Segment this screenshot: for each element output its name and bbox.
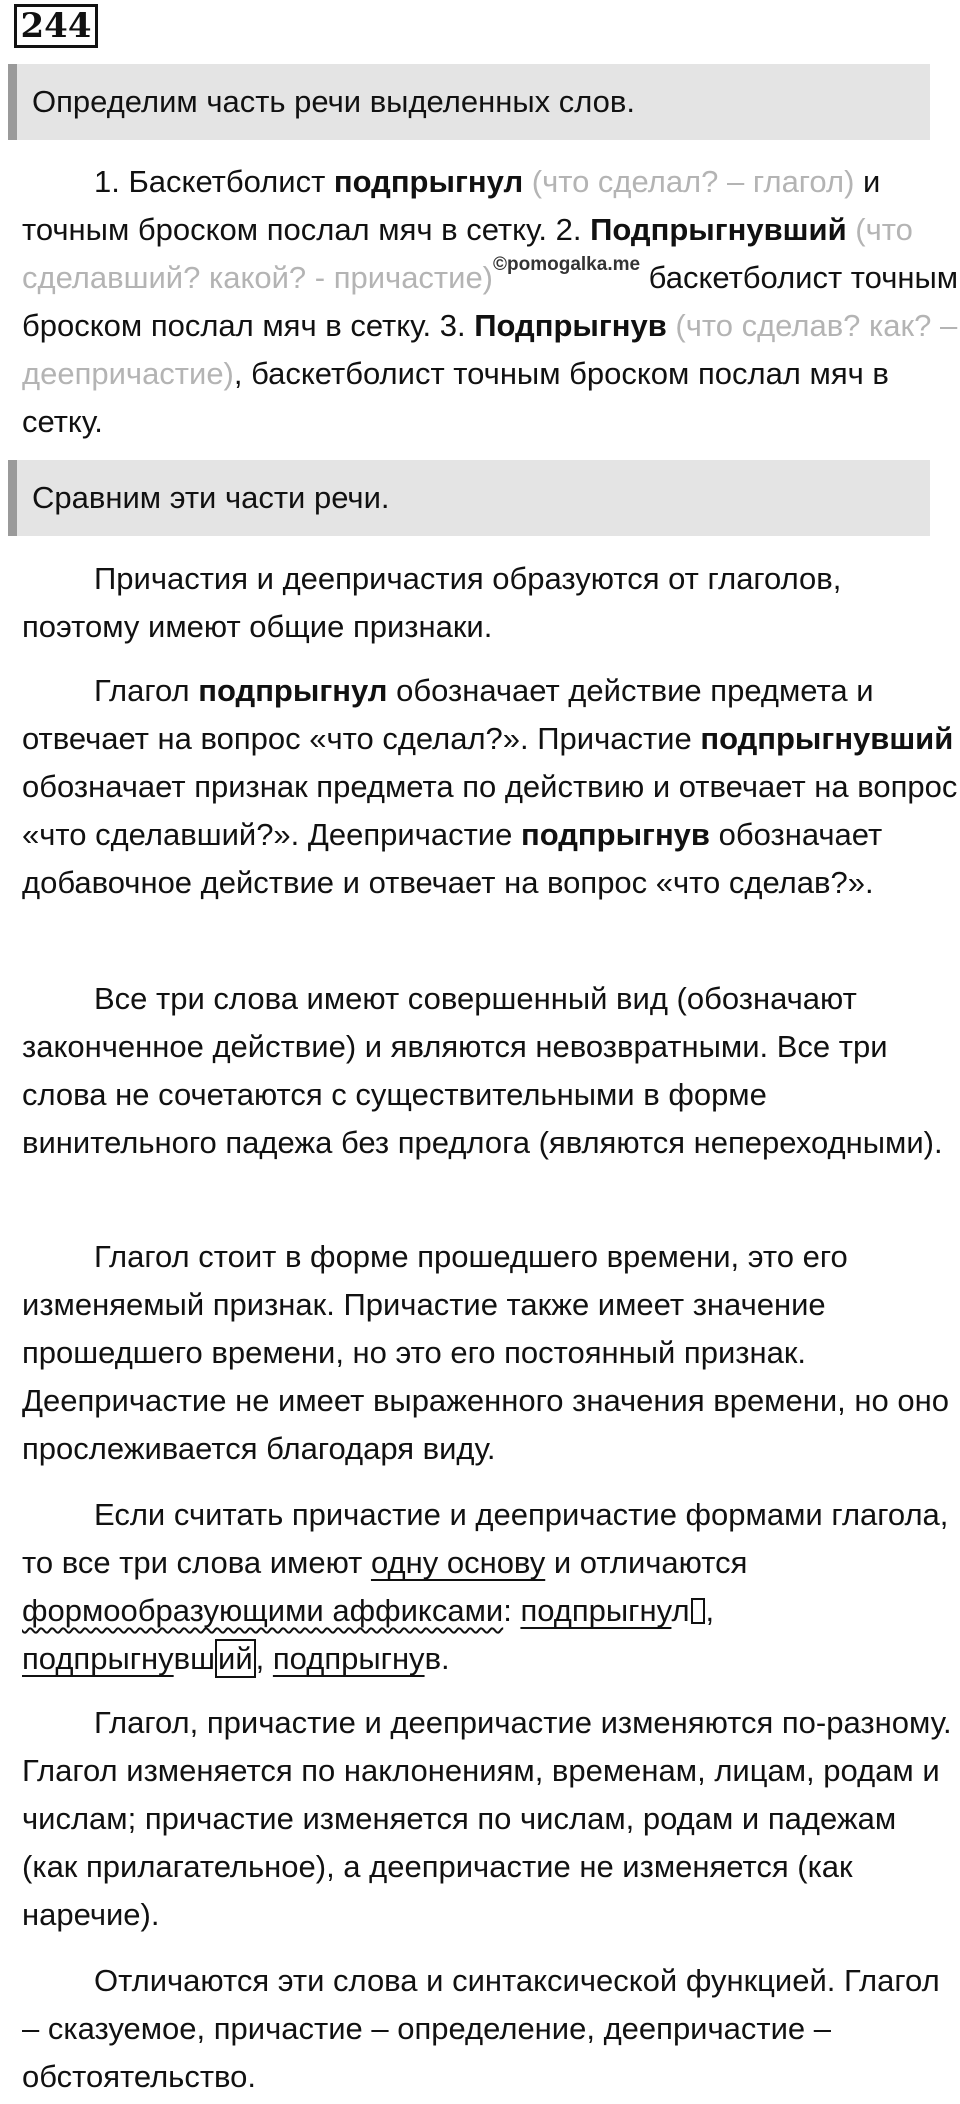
null-ending-box: [691, 1598, 705, 1624]
examples-paragraph: [22, 158, 960, 446]
example-text: 1. Баскетболист: [94, 164, 334, 199]
paragraph-tense: Глагол стоит в форме прошедшего времени, это его изменяемый признак. Причастие также имеет значение прошедшего времени, но это его постоянный признак. Деепричастие не имеет выраженного значения времени, но оно прослеживается благодаря виду.: [22, 1239, 949, 1466]
paragraph-aspect: Все три слова имеют совершенный вид (обозначают законченное действие) и являются невозвратными. Все три слова не сочетаются с существительными в форме винительного падежа без предлога (являются непереходными).: [22, 981, 943, 1160]
hint-verb: (что сделал? – глагол): [523, 164, 855, 199]
body-text: ,: [255, 1641, 273, 1676]
body-text: :: [503, 1593, 521, 1628]
word-stem: подпрыгну: [22, 1641, 174, 1676]
paragraph-morphemes: [22, 1491, 960, 1683]
section-heading-define-parts: Определим часть речи выделенных слов.: [8, 64, 930, 140]
body-text: обозначает признак предмета по действию и отвечает на вопрос «что сделавший?». Деепричастие: [22, 769, 958, 852]
word-ending: ий: [215, 1639, 256, 1678]
task-number: 244: [14, 4, 98, 48]
word-suffix: в: [424, 1641, 442, 1676]
hint-gerund: (что сделав? как? – деепричастие): [22, 308, 958, 391]
body-text: обозначает добавочное действие и отвечает на вопрос «что сделав?».: [22, 817, 883, 900]
watermark: ©pomogalka.me: [493, 254, 641, 275]
bold-participle: подпрыгнувший: [700, 721, 954, 756]
body-text: Если считать причастие и деепричастие формами глагола, то все три слова имеют: [22, 1497, 949, 1580]
bold-gerund: подпрыгнув: [520, 817, 710, 852]
paragraph-common-features: Причастия и деепричастия образуются от глаголов, поэтому имеют общие признаки.: [22, 561, 842, 644]
bold-verb: подпрыгнул: [198, 673, 388, 708]
body-text: обозначает действие предмета и отвечает на вопрос «что сделал?». Причастие: [22, 673, 874, 756]
paragraph-meanings: [22, 667, 960, 907]
highlighted-gerund: Подпрыгнув: [474, 308, 667, 343]
word-stem: подпрыгну: [272, 1641, 425, 1676]
wavy-affixes-phrase: формообразующими аффиксами: [22, 1593, 504, 1628]
underlined-stem-phrase: одну основу: [370, 1545, 546, 1580]
paragraph-inflection: Глагол, причастие и деепричастие изменяются по-разному. Глагол изменяется по наклонениям, временам, лицам, родам и числам; причастие изменяется по числам, родам и падежам (как прилагательное), а деепричастие не изменяется (как наречие).: [22, 1705, 952, 1932]
section-heading-compare: Сравним эти части речи.: [8, 460, 930, 536]
word-suffix: л: [671, 1593, 690, 1628]
body-text: .: [441, 1641, 450, 1676]
highlighted-verb: подпрыгнул: [333, 164, 524, 199]
example-text: баскетболист точным броском послал мяч в сетку. 3.: [22, 260, 959, 343]
paragraph-syntax: Отличаются эти слова и синтаксической функцией. Глагол – сказуемое, причастие – определение, деепричастие – обстоятельство.: [22, 1963, 940, 2094]
body-text: и отличаются: [545, 1545, 748, 1580]
highlighted-participle: Подпрыгнувший: [590, 212, 847, 247]
word-suffix: вш: [173, 1641, 216, 1676]
example-text: , баскетболист точным броском послал мяч в сетку.: [22, 356, 889, 439]
body-text: ,: [705, 1593, 715, 1628]
hint-participle: (что сделавший? какой? - причастие): [22, 212, 913, 295]
body-text: Глагол: [94, 673, 199, 708]
example-text: и точным броском послал мяч в сетку. 2.: [22, 164, 881, 247]
word-stem: подпрыгну: [520, 1593, 672, 1628]
